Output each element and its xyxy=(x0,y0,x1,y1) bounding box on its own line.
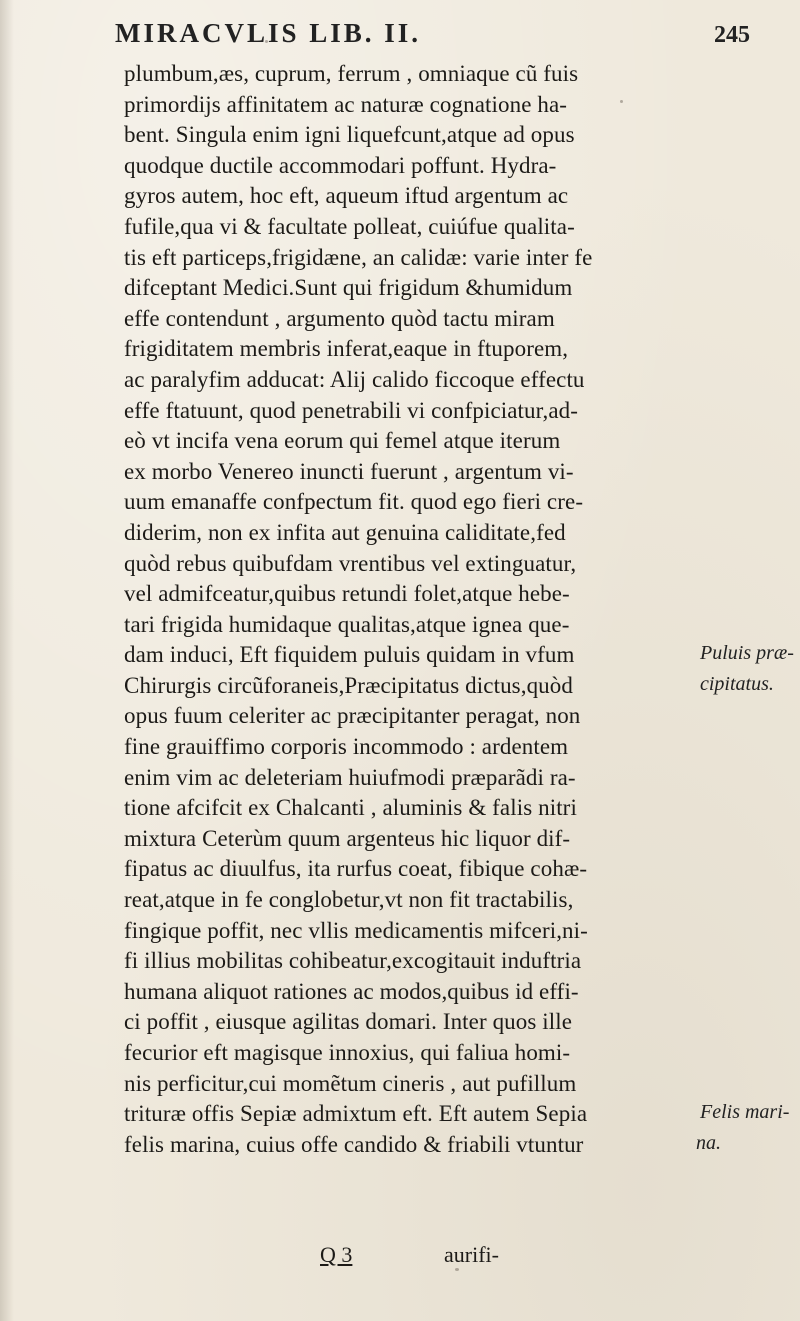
text-line: reat,atque in fe conglobetur,vt non fit tractabilis, xyxy=(124,887,574,913)
page-number: 245 xyxy=(714,22,750,48)
text-line: fipatus ac diuulfus, ita rurfus coeat, fibique cohæ- xyxy=(124,856,588,882)
text-line: effe contendunt , argumento quòd tactu miram xyxy=(124,305,555,331)
text-line: uum emanaffe confpectum fit. quod ego fieri cre- xyxy=(124,489,584,515)
text-line: ac paralyfim adducat: Alij calido ficcoque effectu xyxy=(124,366,585,392)
text-line: quòd rebus quibufdam vrentibus vel extinguatur, xyxy=(124,550,577,576)
text-line: quodque ductile accommodari poffunt. Hydra- xyxy=(124,152,557,178)
main-text-block xyxy=(124,59,704,1160)
text-line: tari frigida humidaque qualitas,atque ignea que- xyxy=(124,611,570,637)
text-line: trituræ offis Sepiæ admixtum eft. Eft autem Sepia xyxy=(124,1101,588,1127)
gutter-shadow xyxy=(0,0,14,1321)
text-line: fi illius mobilitas cohibeatur,excogitauit induftria xyxy=(124,948,582,974)
text-line: fine grauiffimo corporis incommodo : ardentem xyxy=(124,734,569,760)
text-line: eò vt incifa vena eorum qui femel atque iterum xyxy=(124,428,561,454)
text-line: fingique poffit, nec vllis medicamentis mifceri,ni- xyxy=(124,917,588,943)
text-line: difceptant Medici.Sunt qui frigidum &humidum xyxy=(124,275,573,301)
ink-speck xyxy=(455,1268,459,1271)
page-footer xyxy=(124,1242,704,1272)
text-line: effe ftatuunt, quod penetrabili vi confpiciatur,ad- xyxy=(124,397,579,423)
text-line: enim vim ac deleteriam huiufmodi præparãdi ra- xyxy=(124,764,576,790)
marginal-note: na. xyxy=(696,1132,721,1154)
signature-mark: Q 3 xyxy=(320,1242,353,1267)
text-line: primordijs affinitatem ac naturæ cognatione ha- xyxy=(124,91,568,117)
marginal-note: cipitatus. xyxy=(700,673,774,695)
text-line: humana aliquot rationes ac modos,quibus id effi- xyxy=(124,978,579,1004)
ink-speck xyxy=(265,40,268,43)
text-line: mixtura Ceterùm quum argenteus hic liquor dif- xyxy=(124,825,571,851)
marginal-note: Felis mari- xyxy=(700,1101,790,1124)
text-line: gyros autem, hoc eft, aqueum iftud argentum ac xyxy=(124,183,569,209)
text-line: ci poffit , eiusque agilitas domari. Inter quos ille xyxy=(124,1009,573,1035)
text-line: dam induci, Eft fiquidem puluis quidam in vfum xyxy=(124,642,575,668)
text-line: plumbum,æs, cuprum, ferrum , omniaque cũ fuis xyxy=(124,61,579,86)
page-header xyxy=(110,18,750,58)
text-line: frigiditatem membris inferat,eaque in ftuporem, xyxy=(124,336,569,362)
text-line: Chirurgis circũforaneis,Præcipitatus dictus,quòd xyxy=(124,672,573,698)
text-line: felis marina, cuius offe candido & friabili vtuntur xyxy=(124,1131,584,1157)
text-line: bent. Singula enim igni liquefcunt,atque ad opus xyxy=(124,122,575,148)
catchword: aurifi- xyxy=(444,1242,499,1267)
text-line: vel admifceatur,quibus retundi folet,atque hebe- xyxy=(124,581,570,607)
text-line: tis eft particeps,frigidæne, an calidæ: varie inter fe xyxy=(124,244,593,270)
running-head: MIRACVLIS LIB. II. xyxy=(115,18,422,48)
text-line: ex morbo Venereo inuncti fuerunt , argentum vi- xyxy=(124,458,574,484)
marginal-note: Puluis præ- xyxy=(700,642,794,665)
text-line: tione afcifcit ex Chalcanti , aluminis & falis nitri xyxy=(124,795,577,821)
text-line: fufile,qua vi & facultate polleat, cuiúfue qualita- xyxy=(124,213,575,239)
text-line: nis perficitur,cui momẽtum cineris , aut pufillum xyxy=(124,1070,577,1096)
text-line: fecurior eft magisque innoxius, qui faliua homi- xyxy=(124,1040,571,1065)
text-line: diderim, non ex infita aut genuina caliditate,fed xyxy=(124,519,566,545)
text-line: opus fuum celeriter ac præcipitanter peragat, non xyxy=(124,703,581,729)
ink-speck xyxy=(620,100,623,103)
